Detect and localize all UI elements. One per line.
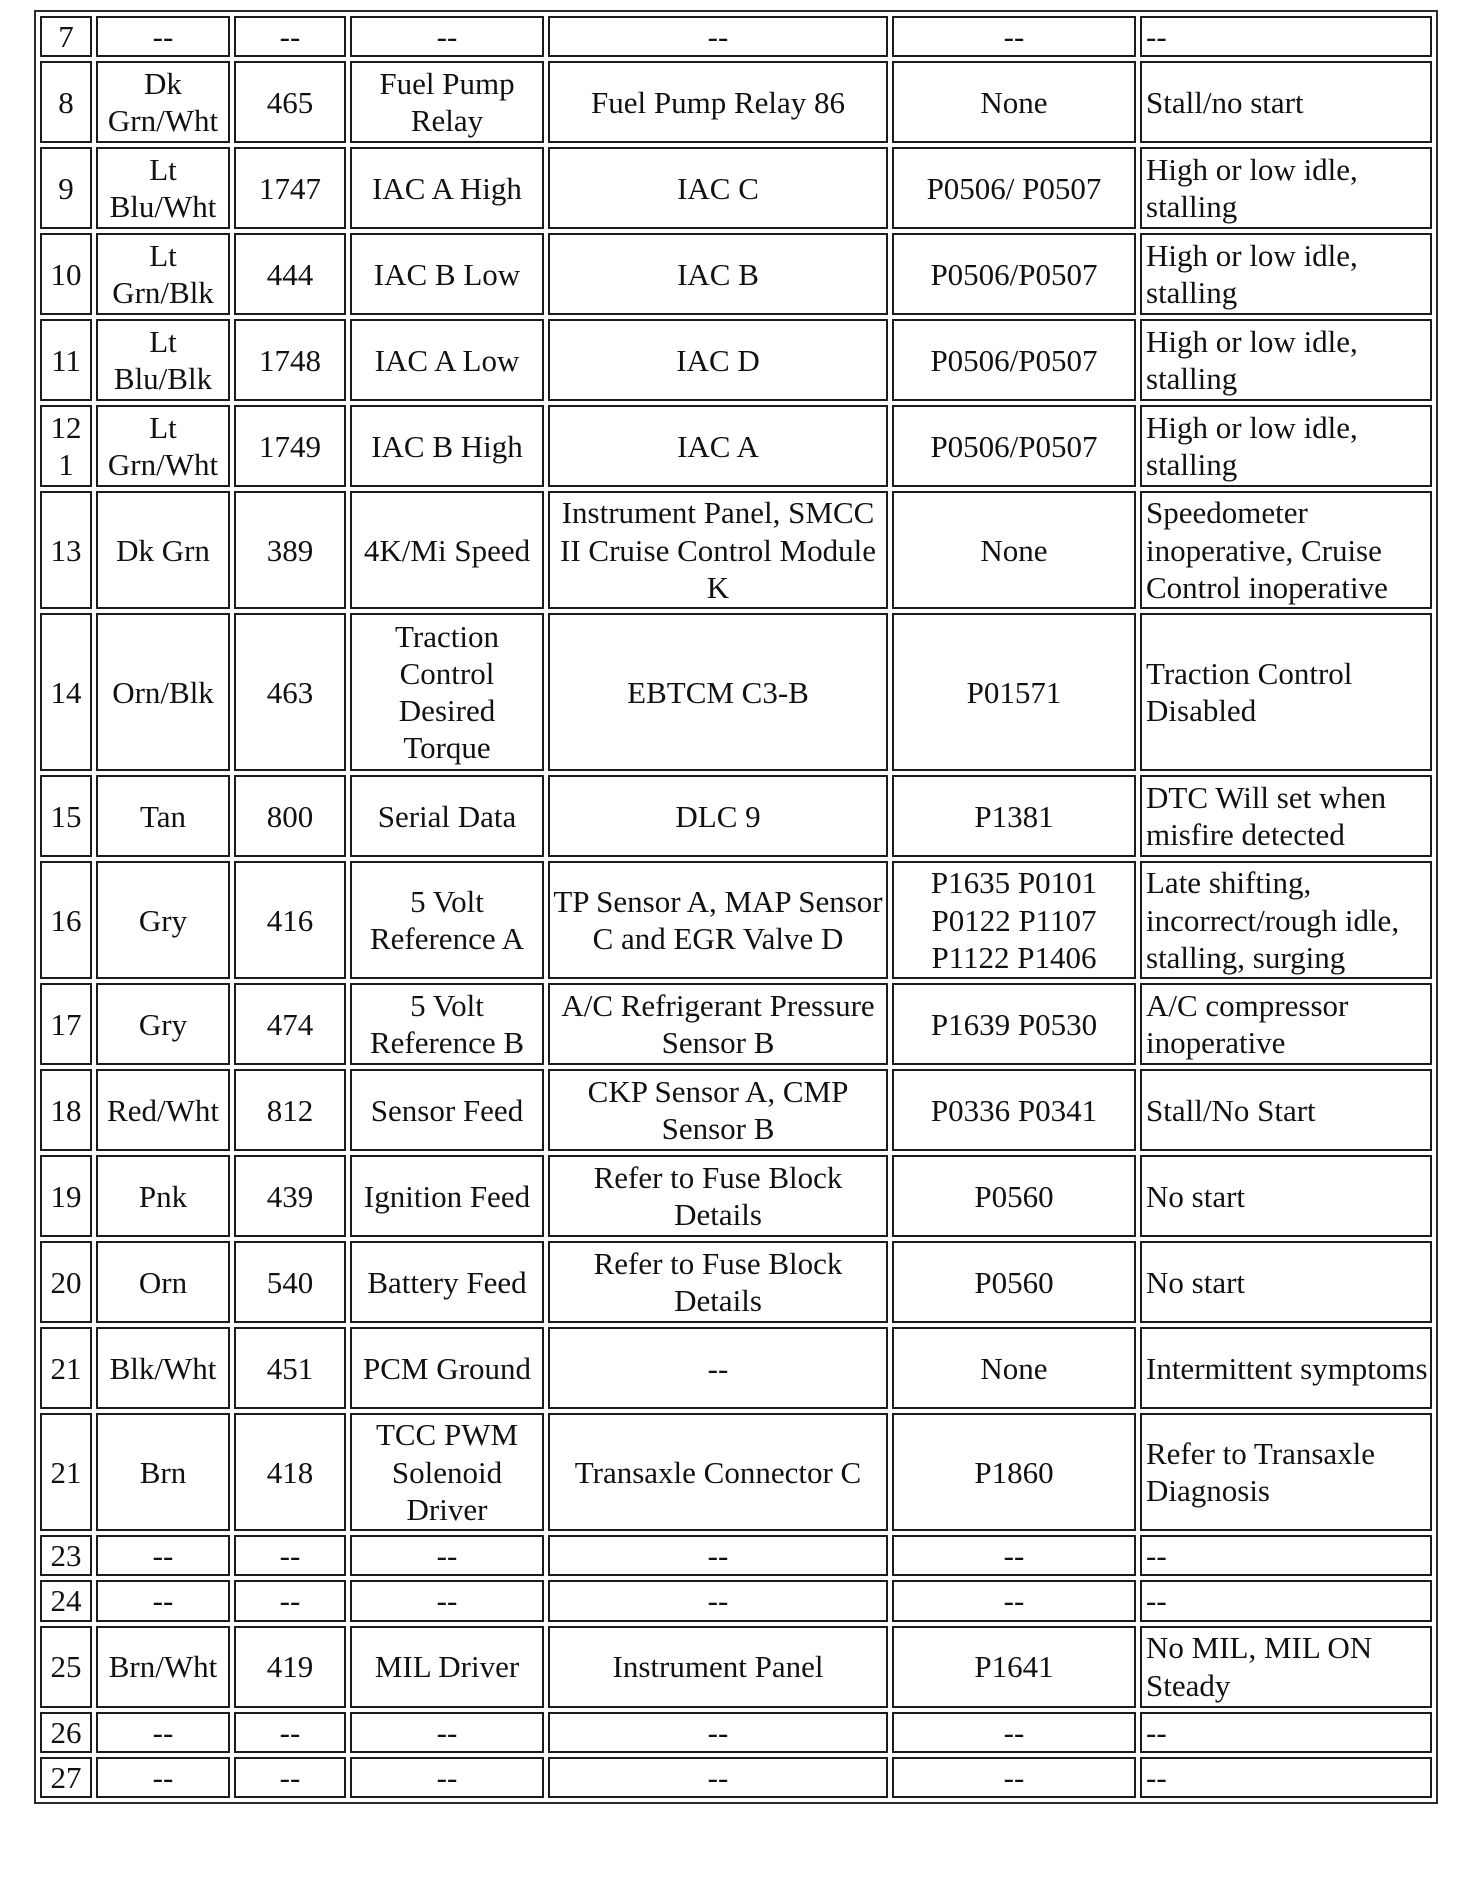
connection-cell: IAC B	[548, 233, 888, 315]
circuit-cell: 1748	[234, 319, 346, 401]
function-cell: Fuel Pump Relay	[350, 61, 544, 143]
dtc-cell: P0560	[892, 1241, 1136, 1323]
connection-cell: A/C Refrigerant Pressure Sensor B	[548, 983, 888, 1065]
wire-color-cell: --	[96, 1712, 230, 1753]
pin-cell: 23	[40, 1535, 92, 1576]
connection-cell: Refer to Fuse Block Details	[548, 1155, 888, 1237]
table-row	[40, 861, 1432, 979]
table-row	[40, 775, 1432, 857]
wire-color-cell: Pnk	[96, 1155, 230, 1237]
symptom-cell: No MIL, MIL ON Steady	[1140, 1626, 1432, 1708]
table-row	[40, 1327, 1432, 1409]
circuit-cell: 416	[234, 861, 346, 979]
table-row	[40, 1757, 1432, 1798]
dtc-cell: P01571	[892, 613, 1136, 771]
symptom-cell: --	[1140, 1712, 1432, 1753]
wire-color-cell: Gry	[96, 983, 230, 1065]
function-cell: --	[350, 1580, 544, 1621]
connection-cell: IAC D	[548, 319, 888, 401]
dtc-cell: P0506/ P0507	[892, 147, 1136, 229]
symptom-cell: --	[1140, 1757, 1432, 1798]
wire-color-cell: Lt Blu/Blk	[96, 319, 230, 401]
function-cell: PCM Ground	[350, 1327, 544, 1409]
circuit-cell: --	[234, 1712, 346, 1753]
pinout-table	[34, 10, 1438, 1804]
wire-color-cell: Lt Blu/Wht	[96, 147, 230, 229]
connection-cell: --	[548, 1327, 888, 1409]
pin-cell: 10	[40, 233, 92, 315]
function-cell: IAC B High	[350, 405, 544, 487]
dtc-cell: P1635 P0101 P0122 P1107 P1122 P1406	[892, 861, 1136, 979]
symptom-cell: A/C compressor inoperative	[1140, 983, 1432, 1065]
table-row	[40, 613, 1432, 771]
table-row	[40, 147, 1432, 229]
wire-color-cell: Dk Grn	[96, 491, 230, 609]
table-row	[40, 1413, 1432, 1531]
connection-cell: Fuel Pump Relay 86	[548, 61, 888, 143]
dtc-cell: --	[892, 1535, 1136, 1576]
wire-color-cell: Lt Grn/Wht	[96, 405, 230, 487]
pin-cell: 20	[40, 1241, 92, 1323]
dtc-cell: P1381	[892, 775, 1136, 857]
wire-color-cell: --	[96, 1535, 230, 1576]
dtc-cell: P0560	[892, 1155, 1136, 1237]
table-row	[40, 319, 1432, 401]
circuit-cell: 451	[234, 1327, 346, 1409]
wire-color-cell: Red/Wht	[96, 1069, 230, 1151]
connection-cell: IAC C	[548, 147, 888, 229]
symptom-cell: Speedometer inoperative, Cruise Control inoperative	[1140, 491, 1432, 609]
wire-color-cell: --	[96, 16, 230, 57]
wire-color-cell: Tan	[96, 775, 230, 857]
pin-cell: 21	[40, 1327, 92, 1409]
symptom-cell: Stall/No Start	[1140, 1069, 1432, 1151]
dtc-cell: --	[892, 16, 1136, 57]
function-cell: --	[350, 1712, 544, 1753]
function-cell: --	[350, 1757, 544, 1798]
pin-cell: 8	[40, 61, 92, 143]
wire-color-cell: Lt Grn/Blk	[96, 233, 230, 315]
dtc-cell: None	[892, 491, 1136, 609]
circuit-cell: 800	[234, 775, 346, 857]
wire-color-cell: Brn/Wht	[96, 1626, 230, 1708]
pin-cell: 121	[40, 405, 92, 487]
connection-cell: TP Sensor A, MAP Sensor C and EGR Valve D	[548, 861, 888, 979]
function-cell: IAC A High	[350, 147, 544, 229]
symptom-cell: Traction Control Disabled	[1140, 613, 1432, 771]
symptom-cell: --	[1140, 16, 1432, 57]
connection-cell: --	[548, 1757, 888, 1798]
wire-color-cell: Brn	[96, 1413, 230, 1531]
dtc-cell: --	[892, 1580, 1136, 1621]
function-cell: Serial Data	[350, 775, 544, 857]
table-row	[40, 1155, 1432, 1237]
circuit-cell: 463	[234, 613, 346, 771]
dtc-cell: P1641	[892, 1626, 1136, 1708]
symptom-cell: Intermittent symptoms	[1140, 1327, 1432, 1409]
connection-cell: Transaxle Connector C	[548, 1413, 888, 1531]
dtc-cell: P0336 P0341	[892, 1069, 1136, 1151]
symptom-cell: High or low idle, stalling	[1140, 147, 1432, 229]
pin-cell: 17	[40, 983, 92, 1065]
function-cell: Traction Control Desired Torque	[350, 613, 544, 771]
symptom-cell: No start	[1140, 1155, 1432, 1237]
table-row	[40, 16, 1432, 57]
function-cell: Ignition Feed	[350, 1155, 544, 1237]
circuit-cell: --	[234, 1535, 346, 1576]
pin-cell: 16	[40, 861, 92, 979]
connection-cell: --	[548, 1712, 888, 1753]
function-cell: --	[350, 1535, 544, 1576]
connection-cell: --	[548, 1580, 888, 1621]
symptom-cell: No start	[1140, 1241, 1432, 1323]
pinout-document	[34, 10, 1438, 1804]
circuit-cell: --	[234, 1580, 346, 1621]
pin-cell: 25	[40, 1626, 92, 1708]
table-row	[40, 1712, 1432, 1753]
wire-color-cell: Dk Grn/Wht	[96, 61, 230, 143]
dtc-cell: P1860	[892, 1413, 1136, 1531]
symptom-cell: --	[1140, 1580, 1432, 1621]
function-cell: --	[350, 16, 544, 57]
circuit-cell: 418	[234, 1413, 346, 1531]
table-row	[40, 405, 1432, 487]
pin-cell: 15	[40, 775, 92, 857]
symptom-cell: Late shifting, incorrect/rough idle, stalling, surging	[1140, 861, 1432, 979]
connection-cell: DLC 9	[548, 775, 888, 857]
dtc-cell: --	[892, 1712, 1136, 1753]
connection-cell: Instrument Panel	[548, 1626, 888, 1708]
symptom-cell: --	[1140, 1535, 1432, 1576]
dtc-cell: None	[892, 61, 1136, 143]
pin-cell: 18	[40, 1069, 92, 1151]
table-row	[40, 61, 1432, 143]
pinout-table-body	[40, 16, 1432, 1798]
pin-cell: 26	[40, 1712, 92, 1753]
pin-cell: 21	[40, 1413, 92, 1531]
pin-cell: 27	[40, 1757, 92, 1798]
function-cell: 5 Volt Reference A	[350, 861, 544, 979]
wire-color-cell: Blk/Wht	[96, 1327, 230, 1409]
symptom-cell: High or low idle, stalling	[1140, 319, 1432, 401]
function-cell: 5 Volt Reference B	[350, 983, 544, 1065]
symptom-cell: Stall/no start	[1140, 61, 1432, 143]
circuit-cell: 474	[234, 983, 346, 1065]
symptom-cell: Refer to Transaxle Diagnosis	[1140, 1413, 1432, 1531]
function-cell: IAC B Low	[350, 233, 544, 315]
circuit-cell: --	[234, 16, 346, 57]
table-row	[40, 1580, 1432, 1621]
dtc-cell: P0506/P0507	[892, 405, 1136, 487]
table-row	[40, 1626, 1432, 1708]
pin-cell: 7	[40, 16, 92, 57]
connection-cell: EBTCM C3-B	[548, 613, 888, 771]
table-row	[40, 233, 1432, 315]
wire-color-cell: --	[96, 1757, 230, 1798]
wire-color-cell: --	[96, 1580, 230, 1621]
dtc-cell: P1639 P0530	[892, 983, 1136, 1065]
connection-cell: --	[548, 16, 888, 57]
circuit-cell: 444	[234, 233, 346, 315]
dtc-cell: --	[892, 1757, 1136, 1798]
table-row	[40, 983, 1432, 1065]
connection-cell: CKP Sensor A, CMP Sensor B	[548, 1069, 888, 1151]
dtc-cell: P0506/P0507	[892, 319, 1136, 401]
table-row	[40, 491, 1432, 609]
function-cell: Battery Feed	[350, 1241, 544, 1323]
pin-cell: 11	[40, 319, 92, 401]
connection-cell: IAC A	[548, 405, 888, 487]
pin-cell: 24	[40, 1580, 92, 1621]
symptom-cell: DTC Will set when misfire detected	[1140, 775, 1432, 857]
pin-cell: 9	[40, 147, 92, 229]
circuit-cell: 439	[234, 1155, 346, 1237]
symptom-cell: High or low idle, stalling	[1140, 233, 1432, 315]
wire-color-cell: Gry	[96, 861, 230, 979]
dtc-cell: P0506/P0507	[892, 233, 1136, 315]
circuit-cell: 1747	[234, 147, 346, 229]
circuit-cell: 389	[234, 491, 346, 609]
function-cell: IAC A Low	[350, 319, 544, 401]
circuit-cell: --	[234, 1757, 346, 1798]
circuit-cell: 465	[234, 61, 346, 143]
circuit-cell: 540	[234, 1241, 346, 1323]
pin-cell: 19	[40, 1155, 92, 1237]
function-cell: 4K/Mi Speed	[350, 491, 544, 609]
function-cell: MIL Driver	[350, 1626, 544, 1708]
dtc-cell: None	[892, 1327, 1136, 1409]
table-row	[40, 1069, 1432, 1151]
wire-color-cell: Orn	[96, 1241, 230, 1323]
circuit-cell: 419	[234, 1626, 346, 1708]
table-row	[40, 1241, 1432, 1323]
pin-cell: 14	[40, 613, 92, 771]
circuit-cell: 1749	[234, 405, 346, 487]
pin-cell: 13	[40, 491, 92, 609]
connection-cell: --	[548, 1535, 888, 1576]
connection-cell: Refer to Fuse Block Details	[548, 1241, 888, 1323]
function-cell: TCC PWM Solenoid Driver	[350, 1413, 544, 1531]
circuit-cell: 812	[234, 1069, 346, 1151]
connection-cell: Instrument Panel, SMCC II Cruise Control Module K	[548, 491, 888, 609]
table-row	[40, 1535, 1432, 1576]
symptom-cell: High or low idle, stalling	[1140, 405, 1432, 487]
function-cell: Sensor Feed	[350, 1069, 544, 1151]
wire-color-cell: Orn/Blk	[96, 613, 230, 771]
